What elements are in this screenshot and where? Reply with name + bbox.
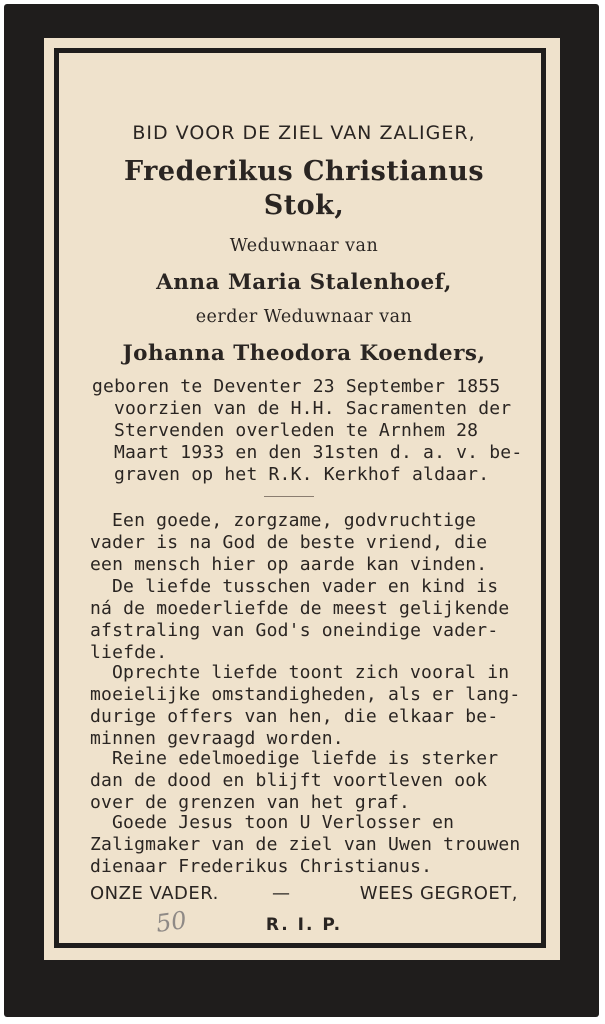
meditation-line: dan de dood en blijft voortleven ook (90, 770, 488, 791)
meditation-line: afstraling van God's oneindige vader- (90, 620, 499, 641)
meditation-line: Goede Jesus toon U Verlosser en (112, 812, 455, 833)
meditation-line: over de grenzen van het graf. (90, 792, 411, 813)
relation-1: Weduwnaar van (229, 236, 379, 256)
meditation-line: ná de moederliefde de meest gelijkende (90, 598, 510, 619)
prayer-dash: — (272, 883, 291, 904)
meditation-line: De liefde tusschen vader en kind is (112, 576, 499, 597)
meditation-line: moeielijke omstandigheden, als er lang- (90, 684, 521, 705)
meditation-line: minnen gevraagd worden. (90, 728, 344, 749)
prayer-hail-mary: WEES GEGROET, (359, 883, 518, 904)
prayer-our-father: ONZE VADER. (90, 883, 219, 904)
meditation-line: Zaligmaker van de ziel van Uwen trouwen (90, 834, 521, 855)
deceased-name-line-1: Frederikus Christianus (123, 156, 485, 187)
meditation-line: vader is na God de beste vriend, die (90, 532, 488, 553)
deceased-name-line-2: Stok, (263, 190, 345, 221)
spouse-1: Anna Maria Stalenhoef, (156, 270, 452, 295)
bio-line: Stervenden overleden te Arnhem 28 (114, 420, 479, 441)
meditation-line: dienaar Frederikus Christianus. (90, 856, 433, 877)
bio-line: voorzien van de H.H. Sacramenten der (114, 398, 512, 419)
divider (264, 496, 314, 497)
rip-inscription: R. I. P. (265, 915, 343, 935)
heading: BID VOOR DE ZIEL VAN ZALIGER, (132, 122, 476, 144)
relation-2: eerder Weduwnaar van (195, 307, 413, 327)
meditation-line: een mensch hier op aarde kan vinden. (90, 554, 488, 575)
pencil-note: 50 (154, 906, 189, 938)
meditation-line: Een goede, zorgzame, godvruchtige (112, 510, 477, 531)
bio-line: geboren te Deventer 23 September 1855 (92, 376, 501, 397)
bio-line: graven op het R.K. Kerkhof aldaar. (114, 464, 490, 485)
bio-line: Maart 1933 en den 31sten d. a. v. be- (114, 442, 523, 463)
meditation-line: liefde. (90, 642, 168, 663)
spouse-2: Johanna Theodora Koenders, (122, 341, 486, 366)
meditation-line: Reine edelmoedige liefde is sterker (112, 748, 499, 769)
meditation-line: Oprechte liefde toont zich vooral in (112, 662, 510, 683)
meditation-line: durige offers van hen, die elkaar be- (90, 706, 499, 727)
